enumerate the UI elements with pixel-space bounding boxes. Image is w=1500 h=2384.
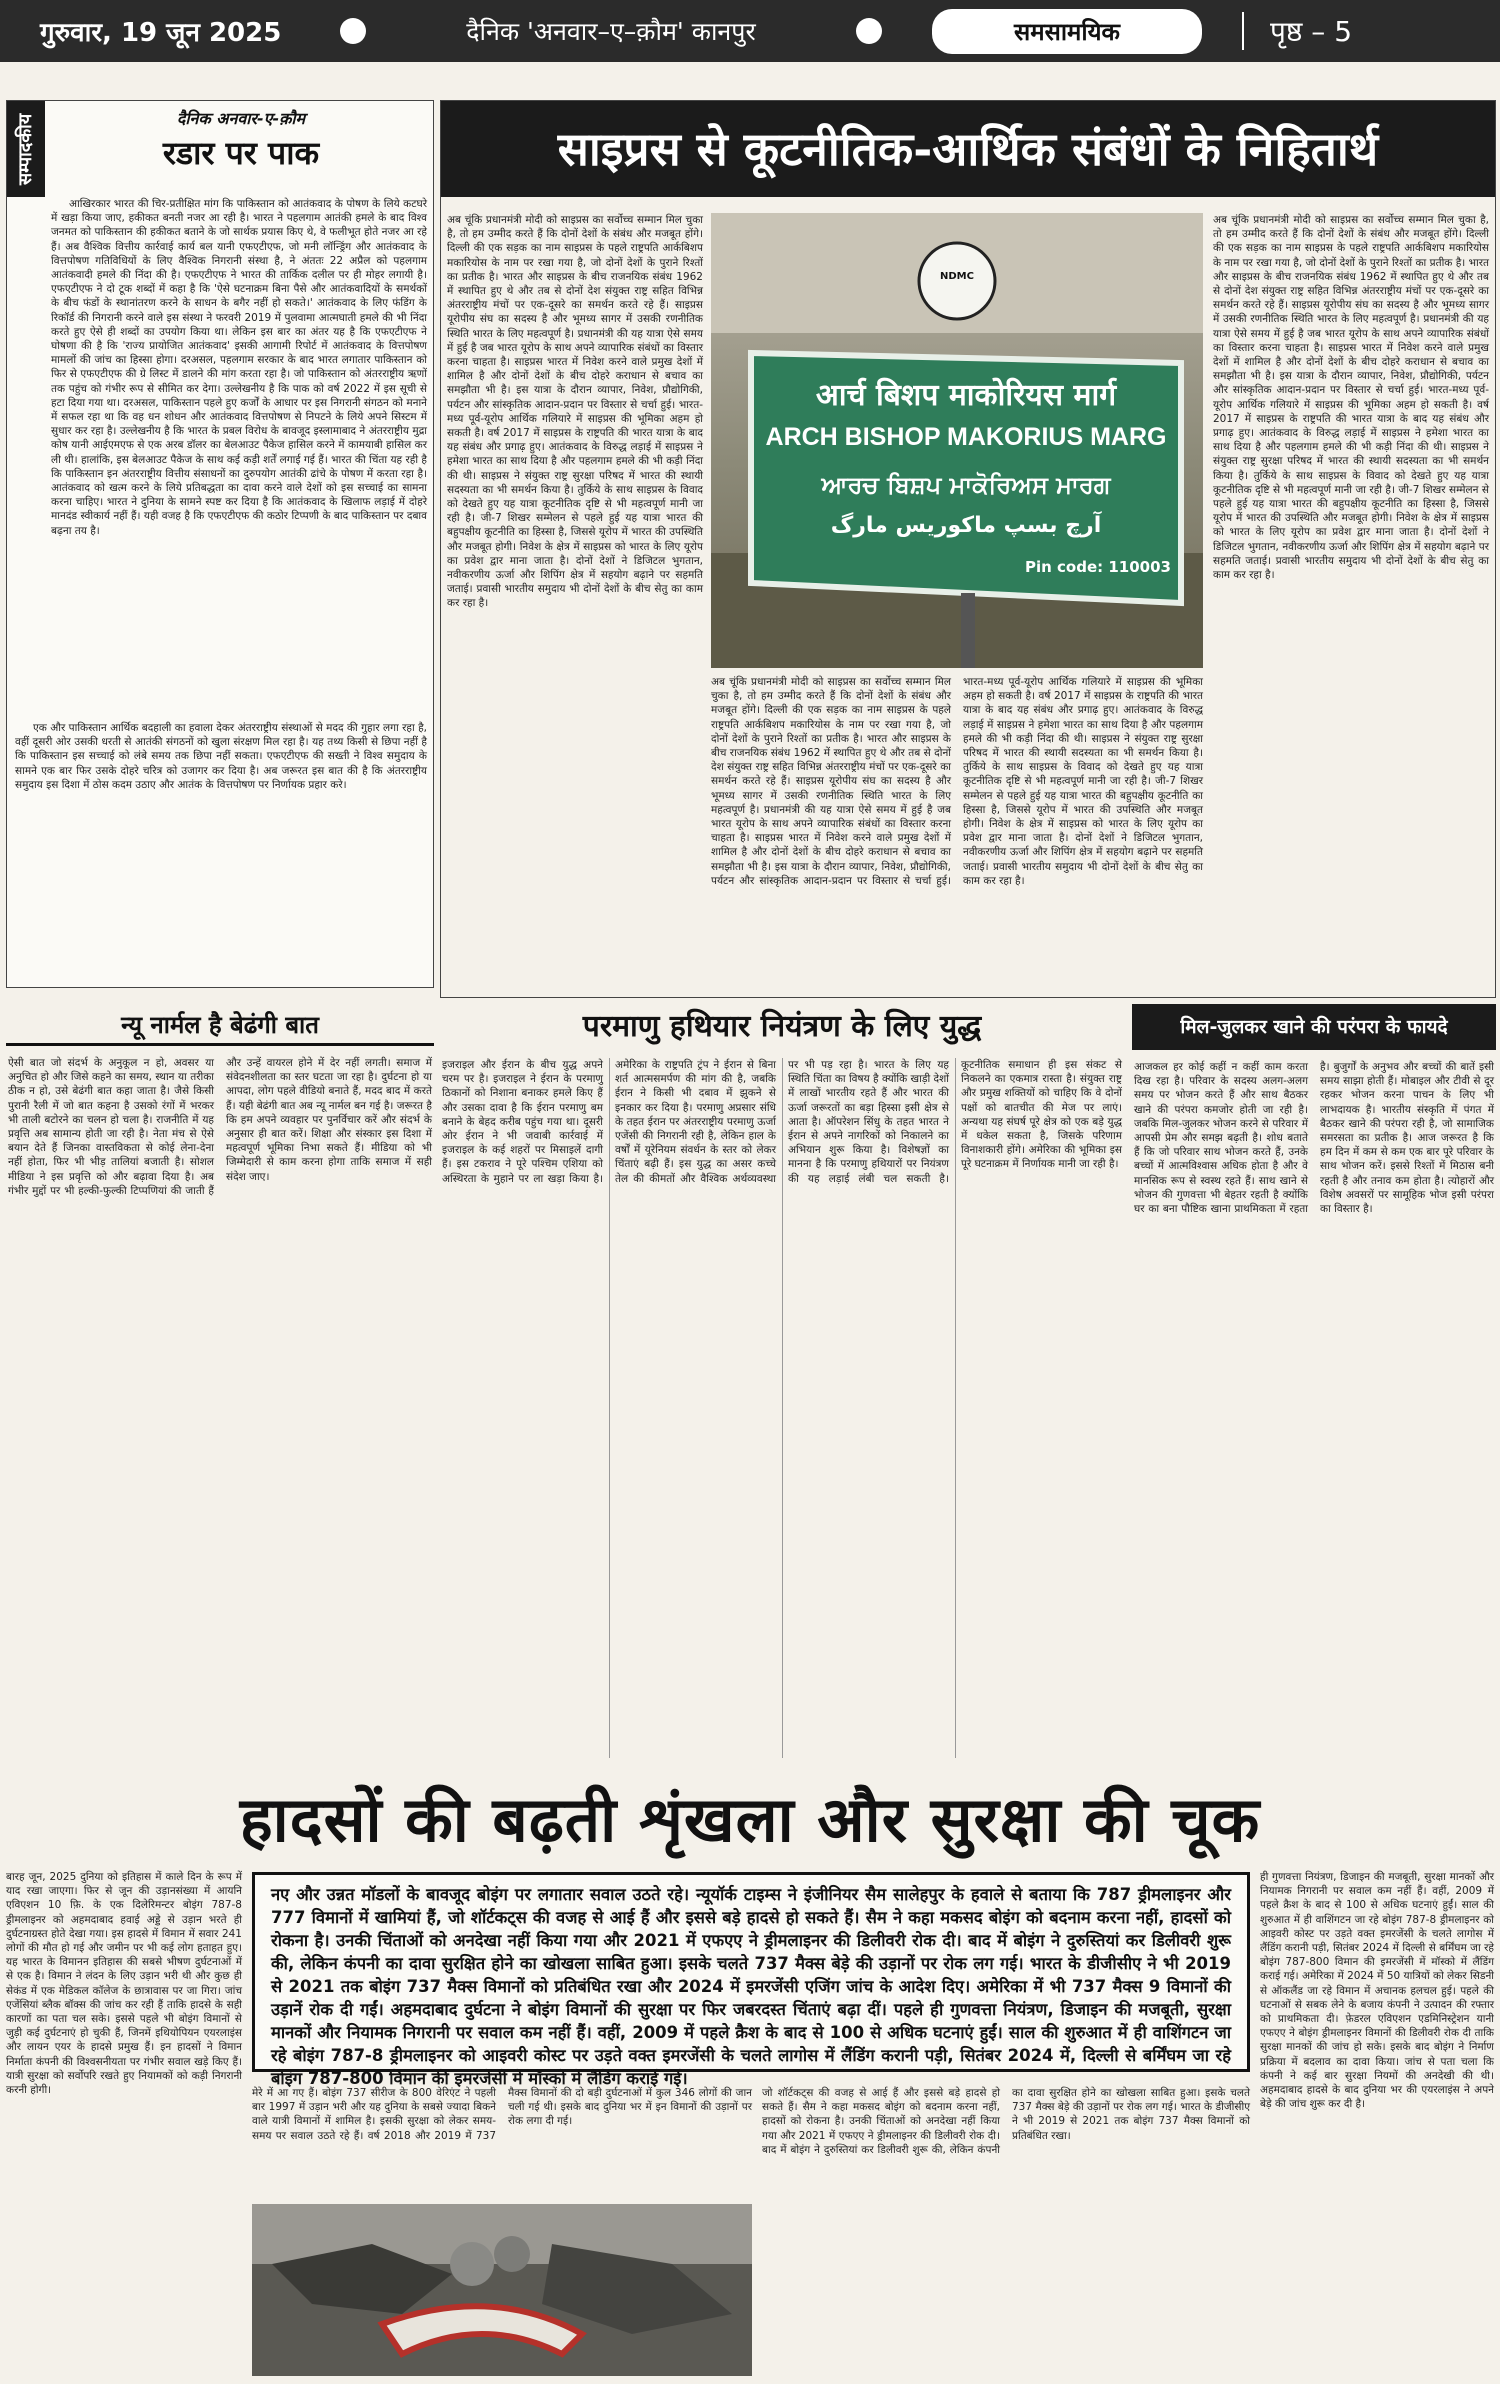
- sign-line-punjabi: ਆਰਚ ਬਿਸ਼ਪ ਮਾਕੋਰਿਅਸ ਮਾਰਗ: [821, 471, 1111, 499]
- issue-date: गुरुवार, 19 जून 2025: [40, 18, 282, 48]
- section-name: समसामयिक: [932, 9, 1202, 54]
- editorial-body-2: एक और पाकिस्तान आर्थिक बदहाली का हवाला देकर अंतरराष्ट्रीय संस्थाओं से मदद की गुहार लगा रहा है, वहीं दूसरी ओर उसकी धरती से आतंकी संगठनों को खुला संरक्षण मिल रहा है। यह तथ्य किसी से छिपा नहीं है कि पाकिस्तान इस सच्चाई को लंबे समय तक छिपा नहीं सकता। एफएटीएफ की सख्ती ने विश्व समुदाय के सामने एक बार फिर उसके दोहरे चरित्र को उजागर कर दिया है। अब जरूरत इस बात की है कि अंतरराष्ट्रीय समुदाय इस दिशा में ठोस कदम उठाए और आतंक के वित्तपोषण पर निर्णायक प्रहार करे।: [15, 722, 427, 791]
- sign-line-hindi: आर्च बिशप माकोरियस मार्ग: [815, 378, 1117, 413]
- eating-title: मिल-जुलकर खाने की परंपरा के फायदे: [1132, 1004, 1496, 1050]
- accidents-body-mid-right: जो शॉर्टकट्स की वजह से आई हैं और इससे बड़े हादसे हो सकते हैं। सैम ने कहा मकसद बोइंग को बदनाम करना नहीं, हादसों को रोकना है। उनकी चिंताओं को अनदेखा नहीं किया गया और 2021 में एफएए ने ड्रीमलाइनर की डिलीवरी रोक दी। बाद में बोइंग ने दुरुस्तियां कर डिलीवरी शुरू की, लेकिन कंपनी का दावा सुरक्षित होने का खोखला साबित हुआ। इसके चलते 737 मैक्स बेड़े की उड़ानों पर रोक लग गई। भारत के डीजीसीए ने भी 2019 से 2021 तक बोइंग 737 मैक्स विमानों को प्रतिबंधित रखा।: [762, 2087, 1250, 2156]
- accidents-body-right: ही गुणवत्ता नियंत्रण, डिजाइन की मजबूती, सुरक्षा मानकों और नियामक निगरानी पर सवाल कम नहीं हैं। वहीं, 2009 में पहले क्रैश के बाद से 100 से अधिक घटनाएं हुईं। साल की शुरुआत में ही वाशिंगटन जा रहे बोइंग 787-8 ड्रीमलाइनर को आइवरी कोस्ट पर उड़ते वक्त इमरजेंसी के चलते लागोस में लैंडिंग करानी पड़ी, सितंबर 2024 में दिल्ली से बर्मिंघम जा रहे बोइंग 787-800 विमान की इमरजेंसी में मॉस्को में लैंडिंग कराई गई। अमेरिका में 2024 में 50 यात्रियों को लेकर सिडनी से ऑकलैंड जा रहे विमान में अचानक हलचल हुई। पहले की घटनाओं से सबक लेने के बजाय कंपनी ने उत्पादन की रफ्तार को प्राथमिकता दी। फ़ेडरल एविएशन एडमिनिस्ट्रेशन यानी एफएए ने बोइंग ड्रीमलाइनर विमानों की डिलीवरी रोक दी ताकि सुरक्षा मानकों की जांच हो सके। इसके बाद बोइंग ने निर्माण प्रक्रिया में बदलाव का दावा किया। जांच से पता चला कि कंपनी ने कई बार सुरक्षा नियमों की अनदेखी की थी। अहमदाबाद हादसे के बाद दुनिया भर की एयरलाइंस ने अपने बेड़े की जांच शुरू कर दी है।: [1260, 1871, 1494, 2111]
- newnormal-title: न्यू नार्मल है बेढंगी बात: [6, 1004, 434, 1046]
- editorial-title: रडार पर पाक: [162, 134, 320, 172]
- accidents-body-mid-top: मेरे में आ गए हैं। बोइंग 737 सीरीज के 800 वेरिएंट ने पहली बार 1997 में उड़ान भरी और यह दुनिया के सबसे ज्यादा बिकने वाले यात्री विमानों में शामिल है। इसकी सुरक्षा को लेकर समय-समय पर सवाल उठते रहे हैं। वर्ष 2018 और 2019 में 737 मैक्स विमानों की दो बड़ी दुर्घटनाओं में कुल 346 लोगों की जान चली गई थी। इसके बाद दुनिया भर में इन विमानों की उड़ानों पर रोक लगा दी गई।: [252, 2087, 752, 2142]
- paper-name: दैनिक 'अनवार–ए–क़ौम' कानपुर: [466, 17, 756, 46]
- editorial-body: आखिरकार भारत की चिर-प्रतीक्षित मांग कि पाकिस्तान को आतंकवाद के पोषण के लिये कटघरे में खड़ा किया जाए, हकीकत बनती नजर आ रही है। भारत ने पहलगाम आतंकी हमले के बाद विश्व जनमत को पाकिस्तान की हकीकत बताने के जो सार्थक प्रयास किए थे, वे फलीभूत होते नजर आ रहे हैं। अब वैश्विक वित्तीय कार्रवाई कार्य बल यानी एफएटीएफ, जो मनी लॉन्ड्रिंग और आतंकवाद के वित्तपोषण गतिविधियों के लिए वैश्विक निगरानी संस्था है, ने अंततः 22 अप्रैल को पहलगाम आतंकवादी हमले की निंदा की है। एफएटीएफ ने भारत की तार्किक दलील पर ही मोहर लगायी है। एफएटीएफ ने दो टूक शब्दों में कहा है कि 'ऐसे घटनाक्रम बिना पैसे और आतंकवादियों के समर्थकों के बीच फंडों के स्थानांतरण करने के साधन के बगैर नहीं हो सकते।' आतंकवाद के लिए फंडिंग के रिकॉर्ड की निगरानी करने वाले इस संस्था ने फरवरी 2019 में पुलवामा आत्मघाती हमले की भी निंदा करते हुए ऐसे ही शब्दों का उपयोग किया था। लेकिन इस बार का अंतर यह है कि एफएटीएफ ने घोषणा की है कि 'राज्य प्रायोजित आतंकवाद' इसकी आगामी रिपोर्ट में आतंकवाद के वित्तपोषण मामलों की जांच का हिस्सा होगा। दरअसल, पहलगाम सरकार के बाद भारत लगातार पाकिस्तान को फिर से एफएटीएफ की ग्रे लिस्ट में डालने की मांग करता रहा है। जो पाकिस्तान को अंतरराष्ट्रीय ऋणों तक पहुंच को गंभीर रूप से सीमित कर देगा। उल्लेखनीय है कि पाक को वर्ष 2022 में इस सूची से हटा दिया गया था। दरअसल, पाकिस्तान पहले हुए कर्जों के आधार पर इस निगरानी संगठन को मनाने में सफल रहा था कि वह धन शोधन और आतंकवाद वित्तपोषण से निपटने के लिये अपने सिस्टम में सुधार कर रहा है। उल्लेखनीय है कि भारत के प्रबल विरोध के बावजूद इस्लामाबाद ने अंतरराष्ट्रीय मुद्रा कोष यानी आईएमएफ से एक अरब डॉलर का बेलआउट पैकेज हासिल करने में कामयाबी हासिल कर ली थी। हालांकि, इस बेलआउट पैकेज के साथ कई कड़ी शर्तें लगाई गई हैं। भारत की चिंता यह रही है कि पाकिस्तान इन अंतरराष्ट्रीय वित्तीय संसाधनों का दुरुपयोग आतंकी ढांचे के पोषण में करता रहा है। आतंकवाद को खत्म करने के लिये प्रतिबद्धता का दावा करने वाले देशों को इस सच्चाई का सामना करना चाहिए। भारत ने दुनिया के सामने स्पष्ट कर दिया है कि आतंकवाद के खिलाफ लड़ाई में दोहरे मानदंड स्वीकार्य नहीं हैं। यही वजह है कि एफएटीएफ की कठोर टिप्पणी के बाद पाकिस्तान पर दबाव बढ़ना तय है।: [51, 198, 427, 537]
- crash-photo: [252, 2204, 752, 2376]
- nuclear-body: इजराइल और ईरान के बीच युद्ध अपने चरम पर है। इजराइल ने ईरान के परमाणु ठिकानों को निशाना बनाकर हमले किए हैं और उसका दावा है कि ईरान परमाणु बम बनाने के बेहद करीब पहुंच गया था। दूसरी ओर ईरान ने भी जवाबी कार्रवाई में इजराइल के कई शहरों पर मिसाइलें दागी हैं। इस टकराव ने पूरे पश्चिम एशिया को अस्थिरता के मुहाने पर ला खड़ा किया है। अमेरिका के राष्ट्रपति ट्रंप ने ईरान से बिना शर्त आत्मसमर्पण की मांग की है, जबकि ईरान ने किसी भी दबाव में झुकने से इनकार कर दिया है। परमाणु अप्रसार संधि के तहत ईरान पर अंतरराष्ट्रीय परमाणु ऊर्जा एजेंसी की निगरानी रही है, लेकिन हाल के वर्षों में यूरेनियम संवर्धन के स्तर को लेकर चिंताएं बढ़ी हैं। इस युद्ध का असर कच्चे तेल की कीमतों और वैश्विक अर्थव्यवस्था पर भी पड़ रहा है। भारत के लिए यह स्थिति चिंता का विषय है क्योंकि खाड़ी देशों में लाखों भारतीय रहते हैं और भारत की ऊर्जा जरूरतों का बड़ा हिस्सा इसी क्षेत्र से आता है। ऑपरेशन सिंधु के तहत भारत ने ईरान से अपने नागरिकों को निकालने का अभियान शुरू किया है। विशेषज्ञों का मानना है कि परमाणु हथियारों पर नियंत्रण की यह लड़ाई लंबी चल सकती है। कूटनीतिक समाधान ही इस संकट से निकलने का एकमात्र रास्ता है। संयुक्त राष्ट्र और प्रमुख शक्तियों को चाहिए कि वे दोनों पक्षों को बातचीत की मेज पर लाएं। अन्यथा यह संघर्ष पूरे क्षेत्र को एक बड़े युद्ध में धकेल सकता है, जिसके परिणाम विनाशकारी होंगे। अमेरिका की भूमिका इस पूरे घटनाक्रम में निर्णायक मानी जा रही है।: [442, 1059, 1122, 1185]
- accidents-highlight-box: [252, 1872, 1250, 2088]
- editorial-masthead: दैनिक अनवार-ए-क़ौम: [176, 109, 306, 128]
- road-sign-photo: [711, 213, 1203, 668]
- nuclear-article: [440, 1004, 1124, 1764]
- sign-pincode: Pin code: 110003: [1025, 558, 1171, 576]
- cyprus-body-left: अब चूंकि प्रधानमंत्री मोदी को साइप्रस का सर्वोच्च सम्मान मिल चुका है, तो हम उम्मीद करते हैं कि दोनों देशों के संबंध और मजबूत होंगे। दिल्ली की एक सड़क का नाम साइप्रस के पहले राष्ट्रपति आर्कबिशप मकारियोस के नाम पर रखा गया है, जो दोनों देशों के पुराने रिश्तों का प्रतीक है। भारत और साइप्रस के बीच राजनयिक संबंध 1962 में स्थापित हुए थे और तब से दोनों देश संयुक्त राष्ट्र सहित विभिन्न अंतरराष्ट्रीय मंचों पर एक-दूसरे का समर्थन करते रहे हैं। साइप्रस यूरोपीय संघ का सदस्य है और भूमध्य सागर में उसकी रणनीतिक स्थिति भारत के लिए महत्वपूर्ण है। प्रधानमंत्री की यह यात्रा ऐसे समय में हुई है जब भारत यूरोप के साथ अपने व्यापारिक संबंधों का विस्तार करना चाहता है। साइप्रस भारत में निवेश करने वाले प्रमुख देशों में शामिल है और दोनों देशों के बीच दोहरे कराधान से बचाव का समझौता भी है। इस यात्रा के दौरान व्यापार, निवेश, प्रौद्योगिकी, पर्यटन और सांस्कृतिक आदान-प्रदान पर विस्तार से चर्चा हुई। भारत-मध्य पूर्व-यूरोप आर्थिक गलियारे में साइप्रस की भूमिका अहम हो सकती है। वर्ष 2017 में साइप्रस के राष्ट्रपति की भारत यात्रा के बाद यह संबंध और प्रगाढ़ हुए। आतंकवाद के विरुद्ध लड़ाई में साइप्रस ने हमेशा भारत का साथ दिया है और पहलगाम हमले की भी कड़ी निंदा की थी। साइप्रस ने संयुक्त राष्ट्र सुरक्षा परिषद में भारत की स्थायी सदस्यता का भी समर्थन किया है। तुर्किये के साथ साइप्रस के विवाद को देखते हुए यह यात्रा कूटनीतिक दृष्टि से भी महत्वपूर्ण मानी जा रही है। जी-7 शिखर सम्मेलन से पहले हुई यह यात्रा भारत की बहुपक्षीय कूटनीति का हिस्सा है, जिससे यूरोप में भारत की उपस्थिति और मजबूत होगी। निवेश के क्षेत्र में साइप्रस को भारत के लिए यूरोप का प्रवेश द्वार माना जाता है। दोनों देशों ने डिजिटल भुगतान, नवीकरणीय ऊर्जा और शिपिंग क्षेत्र में सहयोग बढ़ाने पर सहमति जताई। प्रवासी भारतीय समुदाय भी दोनों देशों के बीच सेतु का काम कर रहा है।: [447, 214, 703, 610]
- accidents-title: हादसों की बढ़ती शृंखला और सुरक्षा की चूक: [239, 1783, 1261, 1856]
- accidents-body-left: बारह जून, 2025 दुनिया को इतिहास में काले दिन के रूप में याद रखा जाएगा। फिर से जून की उड़ानसंख्या में आयनि एविएशन 10 फ़ि. के एक दिलेरिमन्टर बोइंग 787-8 ड्रीमलाइनर को अहमदाबाद हवाई अड्डे से उड़ान भरते ही दुर्घटनाग्रस्त होते देखा गया। इस हादसे में विमान में सवार 241 लोगों की मौत हो गई और जमीन पर भी कई लोग हताहत हुए। यह भारत के विमानन इतिहास की सबसे भीषण दुर्घटनाओं में से एक है। विमान ने लंदन के लिए उड़ान भरी थी और कुछ ही सेकंड में एक मेडिकल कॉलेज के छात्रावास पर जा गिरा। जांच एजेंसियां ब्लैक बॉक्स की जांच कर रही हैं ताकि हादसे के सही कारणों का पता चल सके। इससे पहले भी बोइंग विमानों से जुड़ी कई दुर्घटनाएं हो चुकी हैं, जिनमें इथियोपियन एयरलाइंस और लायन एयर के हादसे प्रमुख हैं। इन हादसों ने विमान निर्माता कंपनी की विश्वसनीयता पर गंभीर सवाल खड़े किए हैं। यात्री सुरक्षा को सर्वोपरि रखते हुए नियामकों को कड़ी निगरानी करनी होगी।: [6, 1871, 242, 2097]
- cyprus-body-right: अब चूंकि प्रधानमंत्री मोदी को साइप्रस का सर्वोच्च सम्मान मिल चुका है, तो हम उम्मीद करते हैं कि दोनों देशों के संबंध और मजबूत होंगे। दिल्ली की एक सड़क का नाम साइप्रस के पहले राष्ट्रपति आर्कबिशप मकारियोस के नाम पर रखा गया है, जो दोनों देशों के पुराने रिश्तों का प्रतीक है। भारत और साइप्रस के बीच राजनयिक संबंध 1962 में स्थापित हुए थे और तब से दोनों देश संयुक्त राष्ट्र सहित विभिन्न अंतरराष्ट्रीय मंचों पर एक-दूसरे का समर्थन करते रहे हैं। साइप्रस यूरोपीय संघ का सदस्य है और भूमध्य सागर में उसकी रणनीतिक स्थिति भारत के लिए महत्वपूर्ण है। प्रधानमंत्री की यह यात्रा ऐसे समय में हुई है जब भारत यूरोप के साथ अपने व्यापारिक संबंधों का विस्तार करना चाहता है। साइप्रस भारत में निवेश करने वाले प्रमुख देशों में शामिल है और दोनों देशों के बीच दोहरे कराधान से बचाव का समझौता भी है। इस यात्रा के दौरान व्यापार, निवेश, प्रौद्योगिकी, पर्यटन और सांस्कृतिक आदान-प्रदान पर विस्तार से चर्चा हुई। भारत-मध्य पूर्व-यूरोप आर्थिक गलियारे में साइप्रस की भूमिका अहम हो सकती है। वर्ष 2017 में साइप्रस के राष्ट्रपति की भारत यात्रा के बाद यह संबंध और प्रगाढ़ हुए। आतंकवाद के विरुद्ध लड़ाई में साइप्रस ने हमेशा भारत का साथ दिया है और पहलगाम हमले की भी कड़ी निंदा की थी। साइप्रस ने संयुक्त राष्ट्र सुरक्षा परिषद में भारत की स्थायी सदस्यता का भी समर्थन किया है। तुर्किये के साथ साइप्रस के विवाद को देखते हुए यह यात्रा कूटनीतिक दृष्टि से भी महत्वपूर्ण मानी जा रही है। जी-7 शिखर सम्मेलन से पहले हुई यह यात्रा भारत की बहुपक्षीय कूटनीति का हिस्सा है, जिससे यूरोप में भारत की उपस्थिति और मजबूत होगी। निवेश के क्षेत्र में साइप्रस को भारत के लिए यूरोप का प्रवेश द्वार माना जाता है। दोनों देशों ने डिजिटल भुगतान, नवीकरणीय ऊर्जा और शिपिंग क्षेत्र में सहयोग बढ़ाने पर सहमति जताई। प्रवासी भारतीय समुदाय भी दोनों देशों के बीच सेतु का काम कर रहा है।: [1213, 214, 1489, 582]
- sign-line-english: ARCH BISHOP MAKORIUS MARG: [765, 423, 1167, 451]
- page-number: पृष्ठ – 5: [1242, 12, 1378, 50]
- header-dot-left: [340, 18, 366, 44]
- sign-line-urdu: آرچ بسپ ماکوریس مارگ: [830, 513, 1102, 538]
- nuclear-title: परमाणु हथियार नियंत्रण के लिए युद्ध: [582, 1009, 982, 1044]
- cyprus-title: साइप्रस से कूटनीतिक-आर्थिक संबंधों के निहितार्थ: [441, 101, 1495, 197]
- page-header: [0, 0, 1500, 62]
- sign-logo-text: NDMC: [940, 271, 974, 282]
- cyprus-article: [440, 100, 1496, 998]
- newnormal-article: [6, 1004, 434, 1764]
- editorial-article: [6, 100, 434, 988]
- crash-photo-graphic: [252, 2204, 752, 2376]
- eating-article: [1132, 1004, 1496, 1764]
- cyprus-body-bottom: अब चूंकि प्रधानमंत्री मोदी को साइप्रस का सर्वोच्च सम्मान मिल चुका है, तो हम उम्मीद करते हैं कि दोनों देशों के संबंध और मजबूत होंगे। दिल्ली की एक सड़क का नाम साइप्रस के पहले राष्ट्रपति आर्कबिशप मकारियोस के नाम पर रखा गया है, जो दोनों देशों के पुराने रिश्तों का प्रतीक है। भारत और साइप्रस के बीच राजनयिक संबंध 1962 में स्थापित हुए थे और तब से दोनों देश संयुक्त राष्ट्र सहित विभिन्न अंतरराष्ट्रीय मंचों पर एक-दूसरे का समर्थन करते रहे हैं। साइप्रस यूरोपीय संघ का सदस्य है और भूमध्य सागर में उसकी रणनीतिक स्थिति भारत के लिए महत्वपूर्ण है। प्रधानमंत्री की यह यात्रा ऐसे समय में हुई है जब भारत यूरोप के साथ अपने व्यापारिक संबंधों का विस्तार करना चाहता है। साइप्रस भारत में निवेश करने वाले प्रमुख देशों में शामिल है और दोनों देशों के बीच दोहरे कराधान से बचाव का समझौता भी है। इस यात्रा के दौरान व्यापार, निवेश, प्रौद्योगिकी, पर्यटन और सांस्कृतिक आदान-प्रदान पर विस्तार से चर्चा हुई। भारत-मध्य पूर्व-यूरोप आर्थिक गलियारे में साइप्रस की भूमिका अहम हो सकती है। वर्ष 2017 में साइप्रस के राष्ट्रपति की भारत यात्रा के बाद यह संबंध और प्रगाढ़ हुए। आतंकवाद के विरुद्ध लड़ाई में साइप्रस ने हमेशा भारत का साथ दिया है और पहलगाम हमले की भी कड़ी निंदा की थी। साइप्रस ने संयुक्त राष्ट्र सुरक्षा परिषद में भारत की स्थायी सदस्यता का भी समर्थन किया है। तुर्किये के साथ साइप्रस के विवाद को देखते हुए यह यात्रा कूटनीतिक दृष्टि से भी महत्वपूर्ण मानी जा रही है। जी-7 शिखर सम्मेलन से पहले हुई यह यात्रा भारत की बहुपक्षीय कूटनीति का हिस्सा है, जिससे यूरोप में भारत की उपस्थिति और मजबूत होगी। निवेश के क्षेत्र में साइप्रस को भारत के लिए यूरोप का प्रवेश द्वार माना जाता है। दोनों देशों ने डिजिटल भुगतान, नवीकरणीय ऊर्जा और शिपिंग क्षेत्र में सहयोग बढ़ाने पर सहमति जताई। प्रवासी भारतीय समुदाय भी दोनों देशों के बीच सेतु का काम कर रहा है।: [711, 676, 1203, 887]
- accidents-highlight-text: नए और उन्नत मॉडलों के बावजूद बोइंग पर लगातार सवाल उठते रहे। न्यूयॉर्क टाइम्स ने इंजीनियर सैम सालेहपुर के हवाले से बताया कि 787 ड्रीमलाइनर और 777 विमानों में खामियां हैं, जो शॉर्टकट्स की वजह से आई हैं और इससे बड़े हादसे हो सकते हैं। सैम ने कहा मकसद बोइंग को बदनाम करना नहीं, हादसों को रोकना है। उनकी चिंताओं को अनदेखा नहीं किया गया और 2021 में एफएए ने ड्रीमलाइनर की डिलीवरी रोक दी। बाद में बोइंग ने दुरुस्तियां कर डिलीवरी शुरू की, लेकिन कंपनी का दावा सुरक्षित होने का खोखला साबित हुआ। इसके चलते 737 मैक्स बेड़े की उड़ानों पर रोक लग गई। भारत के डीजीसीए ने भी 2019 से 2021 तक बोइंग 737 मैक्स विमानों को प्रतिबंधित रखा और 2024 में इमरजेंसी एजिंग जांच के आदेश दिए। अमेरिका में भी 737 मैक्स 9 विमानों की उड़ानें रोक दी गईं। अहमदाबाद दुर्घटना ने बोइंग विमानों की सुरक्षा पर फिर जबरदस्त चिंताएं बढ़ा दीं। पहले ही गुणवत्ता नियंत्रण, डिजाइन की मजबूती, सुरक्षा मानकों और नियामक निगरानी पर सवाल कम नहीं हैं। वहीं, 2009 में पहले क्रैश के बाद से 100 से अधिक घटनाएं हुईं। साल की शुरुआत में ही वाशिंगटन जा रहे बोइंग 787-8 ड्रीमलाइनर को आइवरी कोस्ट पर उड़ते वक्त इमरजेंसी के चलते लागोस में लैंडिंग करानी पड़ी, सितंबर 2024 में, दिल्ली से बर्मिंघम जा रहे बोइंग 787-800 विमान की इमरजेंसी में मॉस्को में लैंडिंग कराई गई।: [271, 1885, 1231, 2088]
- header-dot-right: [856, 18, 882, 44]
- newnormal-body: ऐसी बात जो संदर्भ के अनुकूल न हो, अवसर या अनुचित हो और जिसे कहने का समय, स्थान या तरीका ठीक न हो, उसे बेढंगी बात कहा जाता है। जैसे किसी पुरानी रैली में जो बात कहना है उसको रंगों में भरकर भी ताली बटोरने का चलन हो चला है। राजनीति में यह प्रवृत्ति अब सामान्य होती जा रही है। नेता मंच से ऐसे बयान देते हैं जिनका वास्तविकता से कोई लेना-देना नहीं होता, फिर भी भीड़ तालियां बजाती है। सोशल मीडिया ने इस प्रवृत्ति को और बढ़ावा दिया है। अब गंभीर मुद्दों पर भी हल्की-फुल्की टिप्पणियां की जाती हैं और उन्हें वायरल होने में देर नहीं लगती। समाज में संवेदनशीलता का स्तर घटता जा रहा है। दुर्घटना हो या आपदा, लोग पहले वीडियो बनाते हैं, मदद बाद में करते हैं। यही बेढंगी बात अब न्यू नार्मल बन गई है। जरूरत है कि हम अपने व्यवहार पर पुनर्विचार करें और संदर्भ के अनुसार ही बात करें। शिक्षा और संस्कार इस दिशा में महत्वपूर्ण भूमिका निभा सकते हैं। मीडिया को भी जिम्मेदारी से काम करना होगा ताकि समाज में सही संदेश जाए।: [8, 1057, 432, 1197]
- editorial-vertical-label: सम्पादकीय: [7, 101, 45, 197]
- eating-body: आजकल हर कोई कहीं न कहीं काम करता दिख रहा है। परिवार के सदस्य अलग-अलग समय पर भोजन करते हैं और साथ बैठकर खाने की परंपरा कमजोर होती जा रही है। जबकि मिल-जुलकर भोजन करने से परिवार में आपसी प्रेम और समझ बढ़ती है। शोध बताते हैं कि जो परिवार साथ भोजन करते हैं, उनके बच्चों में आत्मविश्वास अधिक होता है और वे मानसिक रूप से स्वस्थ रहते हैं। साथ खाने से भोजन की गुणवत्ता भी बेहतर रहती है क्योंकि घर का बना पौष्टिक खाना प्राथमिकता में रहता है। बुजुर्गों के अनुभव और बच्चों की बातें इसी समय साझा होती हैं। मोबाइल और टीवी से दूर रहकर भोजन करना पाचन के लिए भी लाभदायक है। भारतीय संस्कृति में पंगत में बैठकर खाने की परंपरा रही है, जो सामाजिक समरसता का प्रतीक है। आज जरूरत है कि हम दिन में कम से कम एक बार पूरे परिवार के साथ भोजन करें। इससे रिश्तों में मिठास बनी रहती है और तनाव कम होता है। त्योहारों और विशेष अवसरों पर सामूहिक भोज इसी परंपरा का विस्तार है।: [1134, 1061, 1494, 1216]
